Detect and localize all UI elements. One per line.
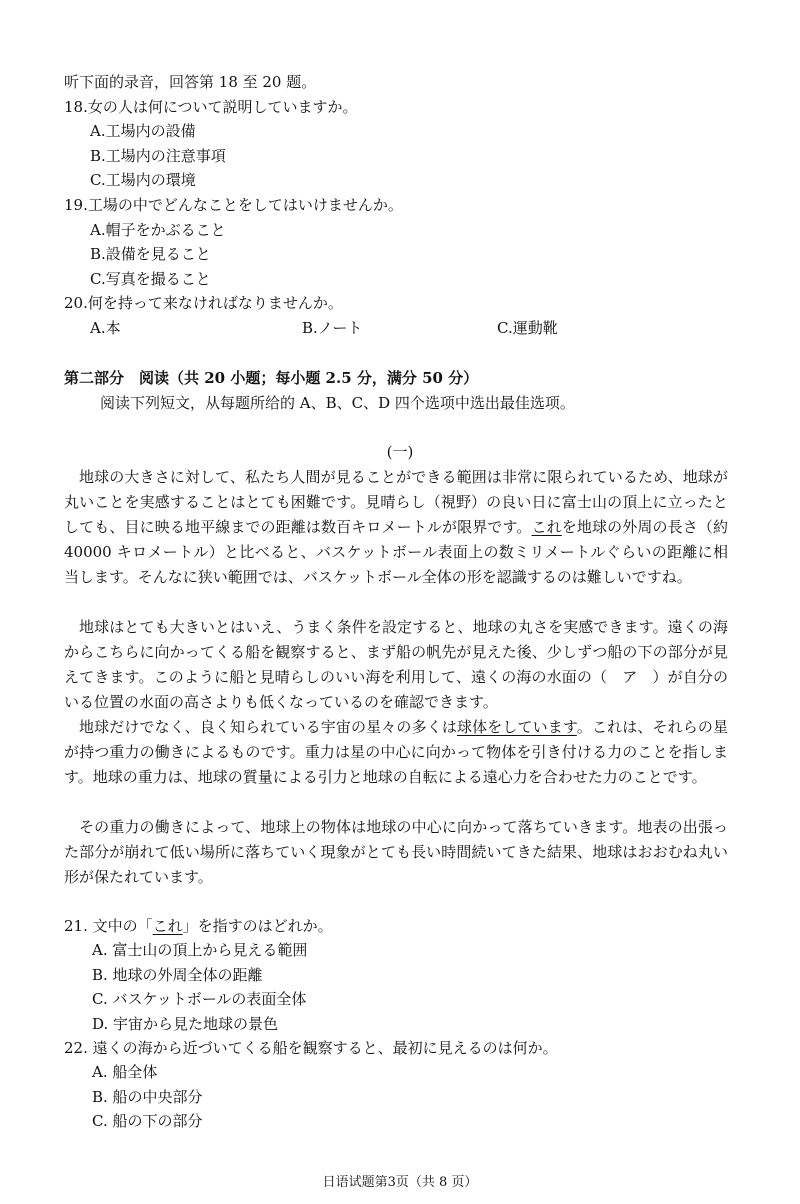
question-22: 22. 遠くの海から近づいてくる船を観察すると、最初に見えるのは何か。	[64, 1039, 558, 1057]
q22-option-a: A. 船全体	[92, 1063, 158, 1081]
q21-option-c: C. バスケットボールの表面全体	[92, 990, 307, 1008]
underlined-kyutai: 球体をしています	[456, 718, 577, 736]
q18-option-a: A.工場内の設備	[90, 122, 196, 140]
underlined-kore: これ	[531, 518, 562, 536]
q21-option-a: A. 富士山の頂上から見える範囲	[92, 941, 308, 959]
q20-option-c: C.運動靴	[497, 319, 558, 337]
question-21: 21. 文中の「これ」を指すのはどれか。	[64, 917, 333, 935]
q19-option-a: A.帽子をかぶること	[90, 221, 226, 239]
question-18: 18.女の人は何について説明していますか。	[64, 98, 358, 116]
passage-section-number: (一)	[386, 443, 414, 461]
listening-intro: 听下面的录音，回答第 18 至 20 题。	[64, 73, 317, 91]
q21-underlined-kore: これ	[152, 917, 183, 935]
q22-option-c: C. 船の下の部分	[92, 1112, 203, 1130]
q21-option-b: B. 地球の外周全体の距離	[92, 966, 263, 984]
passage-paragraph-3: 地球だけでなく、良く知られている宇宙の星々の多くは球体をしています。これは、それらの星が持つ重力の働きによるものです。重力は星の中心に向かって物体を引き付ける力のことを指します。地球の重力は、地球の質量による引力と地球の自転による遠心力を合わせた力のことです。	[64, 718, 728, 786]
passage-paragraph-4: その重力の働きによって、地球上の物体は地球の中心に向かって落ちていきます。地表の出張った部分が崩れて低い場所に落ちていく現象がとても長い時間続いてきた結果、地球はおおむね丸い形が保たれています。	[64, 818, 728, 886]
page-footer: 日语试题第3页（共 8 页）	[322, 1175, 478, 1190]
passage-paragraph-2: 地球はとても大きいとはいえ、うまく条件を設定すると、地球の丸さを実感できます。遠くの海からこちらに向かってくる船を観察すると、まず船の帆先が見えた後、少しずつ船の下の部分が見えてきます。このように船と見晴らしのいい海を利用して、遠くの海の水面の（ ア ）が自分のいる位置の水面の高さよりも低くなっているのを確認できます。	[64, 618, 728, 711]
question-20: 20.何を持って来なければなりませんか。	[64, 294, 343, 312]
q20-option-b: B.ノート	[302, 319, 363, 337]
passage-paragraph-1: 地球の大きさに対して、私たち人間が見ることができる範囲は非常に限られているため、地球が丸いことを実感することはとても困難です。見晴らし（視野）の良い日に富士山の頂上に立ったとしても、目に映る地平線までの距離は数百キロメートルが限界です。これを地球の外周の長さ（約 40000 キロメートル）と比べると、バスケットボール表面上の数ミリメートルぐらいの距離に相当します。そんなに狭い範囲では、バスケットボール全体の形を認識するのは難しいですね。	[64, 468, 728, 586]
q20-option-a: A.本	[90, 319, 121, 337]
q18-option-c: C.工場内の環境	[90, 171, 196, 189]
q22-option-b: B. 船の中央部分	[92, 1088, 203, 1106]
q19-option-b: B.設備を見ること	[90, 245, 211, 263]
q18-option-b: B.工場内の注意事項	[90, 147, 226, 165]
reading-instruction: 阅读下列短文，从每题所给的 A、B、C、D 四个选项中选出最佳选项。	[100, 394, 575, 412]
q21-option-d: D. 宇宙から見た地球の景色	[92, 1015, 279, 1033]
reading-heading: 第二部分 阅读（共 20 小题；每小题 2.5 分，满分 50 分）	[64, 369, 479, 387]
q19-option-c: C.写真を撮ること	[90, 270, 211, 288]
question-19: 19.工場の中でどんなことをしてはいけませんか。	[64, 196, 403, 214]
